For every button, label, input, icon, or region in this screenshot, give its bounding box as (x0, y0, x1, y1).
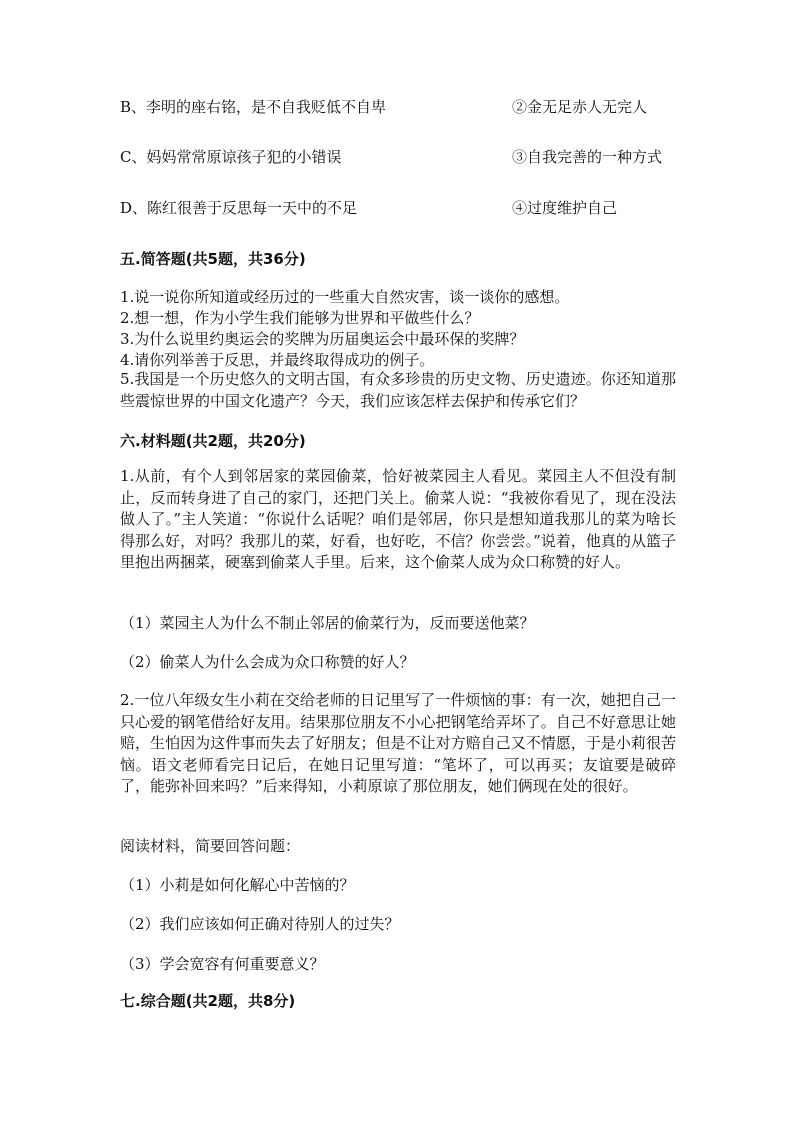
question-item: 3.为什么说里约奥运会的奖牌为历届奥运会中最环保的奖牌？ (120, 330, 525, 348)
reading-prompt: 阅读材料，简要回答问题： (120, 837, 301, 855)
question-item: 1.说一说你所知道或经历过的一些重大自然灾害，谈一谈你的感想。 (120, 288, 570, 306)
question-item: 5.我国是一个历史悠久的文明古国，有众多珍贵的历史文物、历史遗迹。你还知道那些震惊世界的中国文化遗产？今天，我们应该怎样去保护和传承它们？ (120, 370, 676, 410)
material-question: （2）我们应该如何正确对待别人的过失？ (120, 915, 400, 933)
matching-row-d (120, 197, 680, 221)
material-question: （1）小莉是如何化解心中苦恼的？ (120, 876, 355, 894)
material-question: （1）菜园主人为什么不制止邻居的偷菜行为，反而要送他菜？ (120, 614, 535, 632)
matching-row-c (120, 146, 680, 170)
matching-left-item: D、陈红很善于反思每一天中的不足 (120, 199, 358, 217)
material-question: （3）学会宽容有何重要意义？ (120, 955, 325, 973)
question-item: 4.请你列举善于反思，并最终取得成功的例子。 (120, 351, 435, 369)
matching-left-item: B、李明的座右铭，是不自我贬低不自卑 (120, 98, 387, 116)
matching-right-item: ②金无足赤人无完人 (512, 98, 648, 116)
section-heading-short-answer: 五.简答题(共5题，共36分) (120, 250, 306, 268)
material-passage-2: 2.一位八年级女生小莉在交给老师的日记里写了一件烦恼的事：有一次，她把自己一只心爱的钢笔借给好友用。结果那位朋友不小心把钢笔给弄坏了。自己不好意思让她赔，生怕因为这件事而失去了好朋友；但是不让对方赔自己又不情愿，于是小莉很苦恼。语文老师看完日记后，在她日记里写道：“笔坏了，可以再买；友谊要是破碎了，能弥补回来吗？”后来得知，小莉原谅了那位朋友，她们俩现在处的很好。 (120, 691, 676, 795)
matching-right-item: ③自我完善的一种方式 (512, 148, 663, 166)
matching-right-item: ④过度维护自己 (512, 199, 618, 217)
matching-left-item: C、妈妈常常原谅孩子犯的小错误 (120, 148, 342, 166)
matching-row-b (120, 96, 680, 120)
section-heading-material: 六.材料题(共2题，共20分) (120, 432, 306, 450)
material-question: （2）偷菜人为什么会成为众口称赞的好人？ (120, 653, 415, 671)
section-heading-comprehensive: 七.综合题(共2题，共8分) (120, 992, 296, 1010)
question-item: 2.想一想，作为小学生我们能够为世界和平做些什么？ (120, 309, 480, 327)
material-passage-1: 1.从前，有个人到邻居家的菜园偷菜，恰好被菜园主人看见。菜园主人不但没有制止，反而转身进了自己的家门，还把门关上。偷菜人说：“我被你看见了，现在没法做人了。”主人笑道：“你说什么话呢？咱们是邻居，你只是想知道我那儿的菜为啥长得那么好，对吗？我那儿的菜，好看，也好吃，不信？你尝尝。”说着，他真的从篮子里抱出两捆菜，硬塞到偷菜人手里。后来，这个偷菜人成为众口称赞的好人。 (120, 467, 676, 571)
